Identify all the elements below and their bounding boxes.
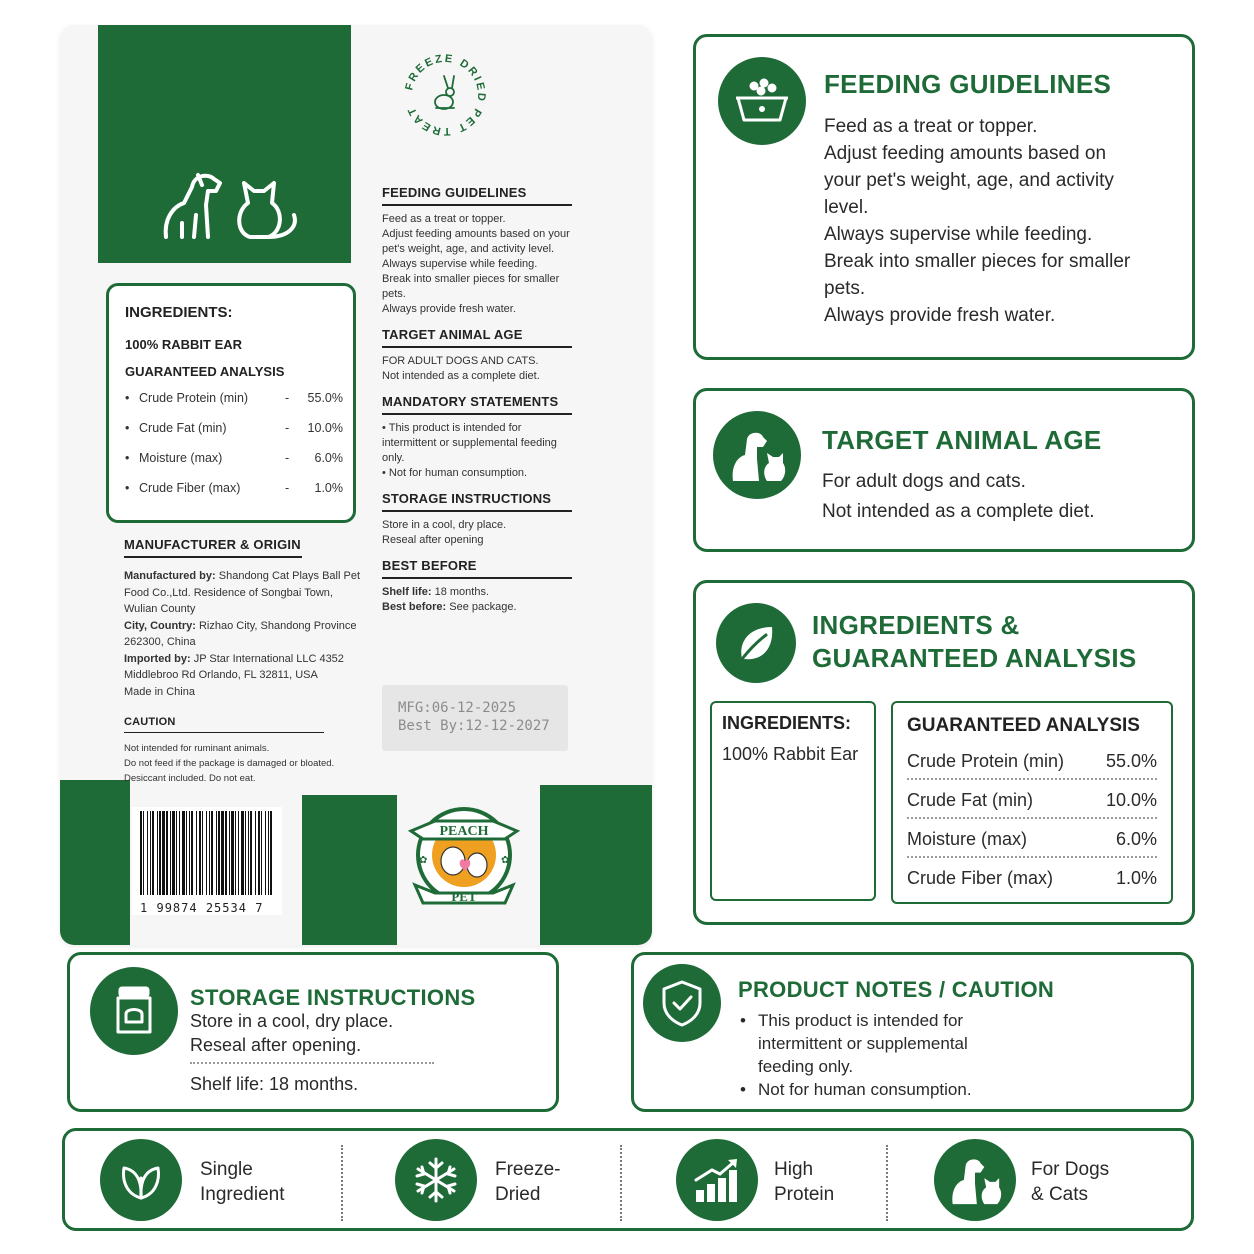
- ingredients-title: INGREDIENTS:: [722, 713, 852, 733]
- ingredients-value: 100% Rabbit Ear: [722, 744, 859, 764]
- bag-feeding-section: [382, 185, 572, 317]
- barcode-bar: [157, 811, 158, 895]
- divider: [341, 1145, 343, 1221]
- barcode-bar: [231, 811, 234, 895]
- bag-mandatory-text: • This product is intended for intermittent or supplemental feeding only. • Not for human consumption.: [382, 422, 557, 479]
- barcode-bar: [250, 811, 252, 895]
- feature-freeze-dried: Freeze- Dried: [495, 1159, 561, 1205]
- divider: [620, 1145, 622, 1221]
- mfg-date: MFG:06-12-2025: [398, 700, 517, 716]
- logo-bottom-text: PET: [451, 889, 477, 904]
- leaf-icon: [100, 1139, 182, 1221]
- divider: [886, 1145, 888, 1221]
- product-notes-card: [631, 952, 1194, 1112]
- bag-manufacturer-title: MANUFACTURER & ORIGIN: [124, 537, 301, 552]
- barcode-bars: [140, 811, 274, 895]
- barcode-bar: [140, 811, 142, 895]
- barcode-bar: [206, 811, 207, 895]
- bag-analysis-row: • Moisture (max) - 6.0%: [125, 451, 343, 465]
- bag-bottom-band-right: [540, 785, 652, 945]
- bag-analysis-row: • Crude Protein (min) - 55.0%: [125, 391, 343, 405]
- barcode-bar: [211, 811, 213, 895]
- feeding-card-title: FEEDING GUIDELINES: [824, 69, 1112, 99]
- bag-target-section: [382, 327, 572, 384]
- dog-cat-icon: [934, 1139, 1016, 1221]
- divider: [382, 204, 572, 206]
- bag-storage-title: STORAGE INSTRUCTIONS: [382, 491, 552, 506]
- barcode-bar: [179, 811, 180, 895]
- barcode-bar: [248, 811, 249, 895]
- paw-icon: ✿: [501, 855, 510, 866]
- pet-bowl-icon: [718, 57, 806, 145]
- storage-card-text: Store in a cool, dry place. Reseal after opening.: [190, 1011, 394, 1055]
- barcode-bar: [268, 811, 269, 895]
- barcode-bar: [186, 811, 187, 895]
- barcode-bar: [166, 811, 168, 895]
- storage-card-title: STORAGE INSTRUCTIONS: [190, 985, 476, 1010]
- bag-manufacturer-column: [124, 537, 364, 786]
- logo-top-text: PEACH: [439, 824, 489, 839]
- analysis-row: Crude Protein (min) 55.0%: [907, 751, 1157, 780]
- bag-best-before-section: [382, 558, 572, 615]
- feeding-guidelines-card: [693, 34, 1195, 360]
- analysis-row: Moisture (max) 6.0%: [907, 829, 1157, 858]
- best-by-date: Best By:12-12-2027: [398, 718, 550, 734]
- target-animal-age-card: [693, 388, 1195, 552]
- rabbit-icon: [435, 76, 454, 109]
- barcode-bar: [241, 811, 244, 895]
- feature-dogs-cats: For Dogs & Cats: [1031, 1159, 1110, 1205]
- divider: [124, 556, 302, 558]
- shield-check-icon: [643, 964, 721, 1042]
- dog-cat-icon: [713, 411, 801, 499]
- dog-cat-outline-icon: [158, 165, 308, 250]
- barcode-bar: [258, 811, 260, 895]
- bag-date-stamp: [382, 685, 568, 751]
- ingredients-box: [710, 701, 876, 901]
- barcode-bar: [162, 811, 165, 895]
- divider: [190, 1062, 434, 1064]
- barcode-bar: [216, 811, 217, 895]
- barcode-bar: [255, 811, 256, 895]
- snowflake-icon: [395, 1139, 477, 1221]
- bag-caution-text: Not intended for ruminant animals. Do not feed if the package is damaged or bloated. Desiccant included. Do not eat.: [124, 743, 335, 784]
- barcode-bar: [261, 811, 262, 895]
- growth-chart-icon: [676, 1139, 758, 1221]
- bag-analysis-row: • Crude Fat (min) - 10.0%: [125, 421, 343, 435]
- barcode-bar: [182, 811, 185, 895]
- target-card-text: For adult dogs and cats. Not intended as a complete diet.: [822, 471, 1095, 522]
- barcode-bar: [143, 811, 144, 895]
- feature-high-protein: High Protein: [774, 1159, 835, 1205]
- paw-icon: ✿: [419, 855, 428, 866]
- barcode-bar: [189, 811, 190, 895]
- barcode-bar: [150, 811, 151, 895]
- features-strip: [62, 1128, 1194, 1231]
- bag-ingredient-main: 100% RABBIT EAR: [125, 337, 243, 352]
- bag-best-before-title: BEST BEFORE: [382, 558, 477, 573]
- bag-feeding-text: Feed as a treat or topper. Adjust feeding amounts based on your pet's weight, age, and activity level. Always supervise while feeding. Break into smaller pieces for smaller pets. Always provide fresh water.: [382, 213, 570, 315]
- bag-mandatory-section: [382, 394, 572, 481]
- product-bag: [60, 25, 652, 945]
- guaranteed-analysis-box: [891, 701, 1173, 904]
- barcode-bar: [172, 811, 175, 895]
- bag-analysis-title: GUARANTEED ANALYSIS: [125, 364, 285, 379]
- feature-single-ingredient: Single Ingredient: [200, 1159, 285, 1205]
- storage-shelf-life: Shelf life: 18 months.: [190, 1074, 359, 1094]
- freeze-dried-stamp: [400, 50, 490, 140]
- barcode-bar: [235, 811, 236, 895]
- bag-bottom-band-middle: [302, 795, 397, 945]
- barcode-bar: [245, 811, 246, 895]
- barcode-bar: [229, 811, 230, 895]
- bag-caution-title: CAUTION: [124, 716, 176, 728]
- barcode-bar: [196, 811, 197, 895]
- bag-bottom-band-left: [60, 780, 130, 945]
- divider: [382, 413, 572, 415]
- bag-storage-text: Store in a cool, dry place. Reseal after opening: [382, 519, 507, 546]
- barcode-bar: [159, 811, 161, 895]
- barcode-bar: [147, 811, 148, 895]
- notes-card-title: PRODUCT NOTES / CAUTION: [738, 977, 1055, 1002]
- barcode-bar: [265, 811, 266, 895]
- bag-info-column: [382, 185, 572, 625]
- target-card-title: TARGET ANIMAL AGE: [822, 425, 1102, 455]
- bag-storage-section: [382, 491, 572, 548]
- ingredients-analysis-card: [693, 580, 1195, 925]
- barcode-bar: [170, 811, 171, 895]
- barcode-bar: [176, 811, 177, 895]
- bag-manufacturer-text: Manufactured by: Shandong Cat Plays Ball Pet Food Co.,Ltd. Residence of Songbai Town, Wulian County City, Country: Rizhao City, Shandong Province 262300, China Imported by: JP Star International LLC 4352 Middlebroo Rd Orlando, FL 32811, USA Made in China: [124, 570, 361, 698]
- list-item: • Not for human consumption.: [738, 1078, 998, 1101]
- stamp-text: FREEZE DRIED PET TREAT: [403, 52, 488, 138]
- notes-list: [738, 1009, 998, 1101]
- list-item: • This product is intended for intermittent or supplemental feeding only.: [738, 1009, 998, 1078]
- bag-ingredients-title: INGREDIENTS:: [125, 304, 233, 321]
- barcode: [132, 807, 282, 915]
- divider: [124, 732, 324, 733]
- divider: [382, 577, 572, 579]
- barcode-number: 1 99874 25534 7: [140, 901, 264, 915]
- barcode-bar: [218, 811, 220, 895]
- analysis-row: Crude Fat (min) 10.0%: [907, 790, 1157, 819]
- bag-target-title: TARGET ANIMAL AGE: [382, 327, 523, 342]
- ingredients-card-title: INGREDIENTS & GUARANTEED ANALYSIS: [812, 610, 1137, 673]
- storage-instructions-card: [67, 952, 559, 1112]
- barcode-bar: [191, 811, 193, 895]
- divider: [382, 510, 572, 512]
- bag-mandatory-title: MANDATORY STATEMENTS: [382, 394, 559, 409]
- bag-best-before-text: Shelf life: 18 months. Best before: See package.: [382, 586, 517, 613]
- peach-pet-logo: [405, 795, 523, 915]
- bag-ingredients-box: [106, 283, 356, 523]
- bag-feeding-title: FEEDING GUIDELINES: [382, 185, 527, 200]
- bag-target-text: FOR ADULT DOGS AND CATS. Not intended as a complete diet.: [382, 355, 540, 382]
- analysis-title: GUARANTEED ANALYSIS: [907, 715, 1140, 736]
- barcode-bar: [152, 811, 154, 895]
- barcode-bar: [202, 811, 203, 895]
- bag-analysis-row: • Crude Fiber (max) - 1.0%: [125, 481, 343, 495]
- feeding-card-text: Feed as a treat or topper. Adjust feeding amounts based on your pet's weight, age, and activity level. Always supervise while feeding. Break into smaller pieces for smaller pets. Always provide fresh water.: [824, 116, 1131, 326]
- analysis-row: Crude Fiber (max) 1.0%: [907, 868, 1157, 888]
- divider: [382, 346, 572, 348]
- barcode-bar: [238, 811, 239, 895]
- barcode-bar: [199, 811, 201, 895]
- leaf-icon: [716, 603, 796, 683]
- barcode-bar: [225, 811, 227, 895]
- storage-jar-icon: [90, 967, 178, 1055]
- barcode-bar: [209, 811, 210, 895]
- barcode-bar: [221, 811, 224, 895]
- barcode-bar: [270, 811, 272, 895]
